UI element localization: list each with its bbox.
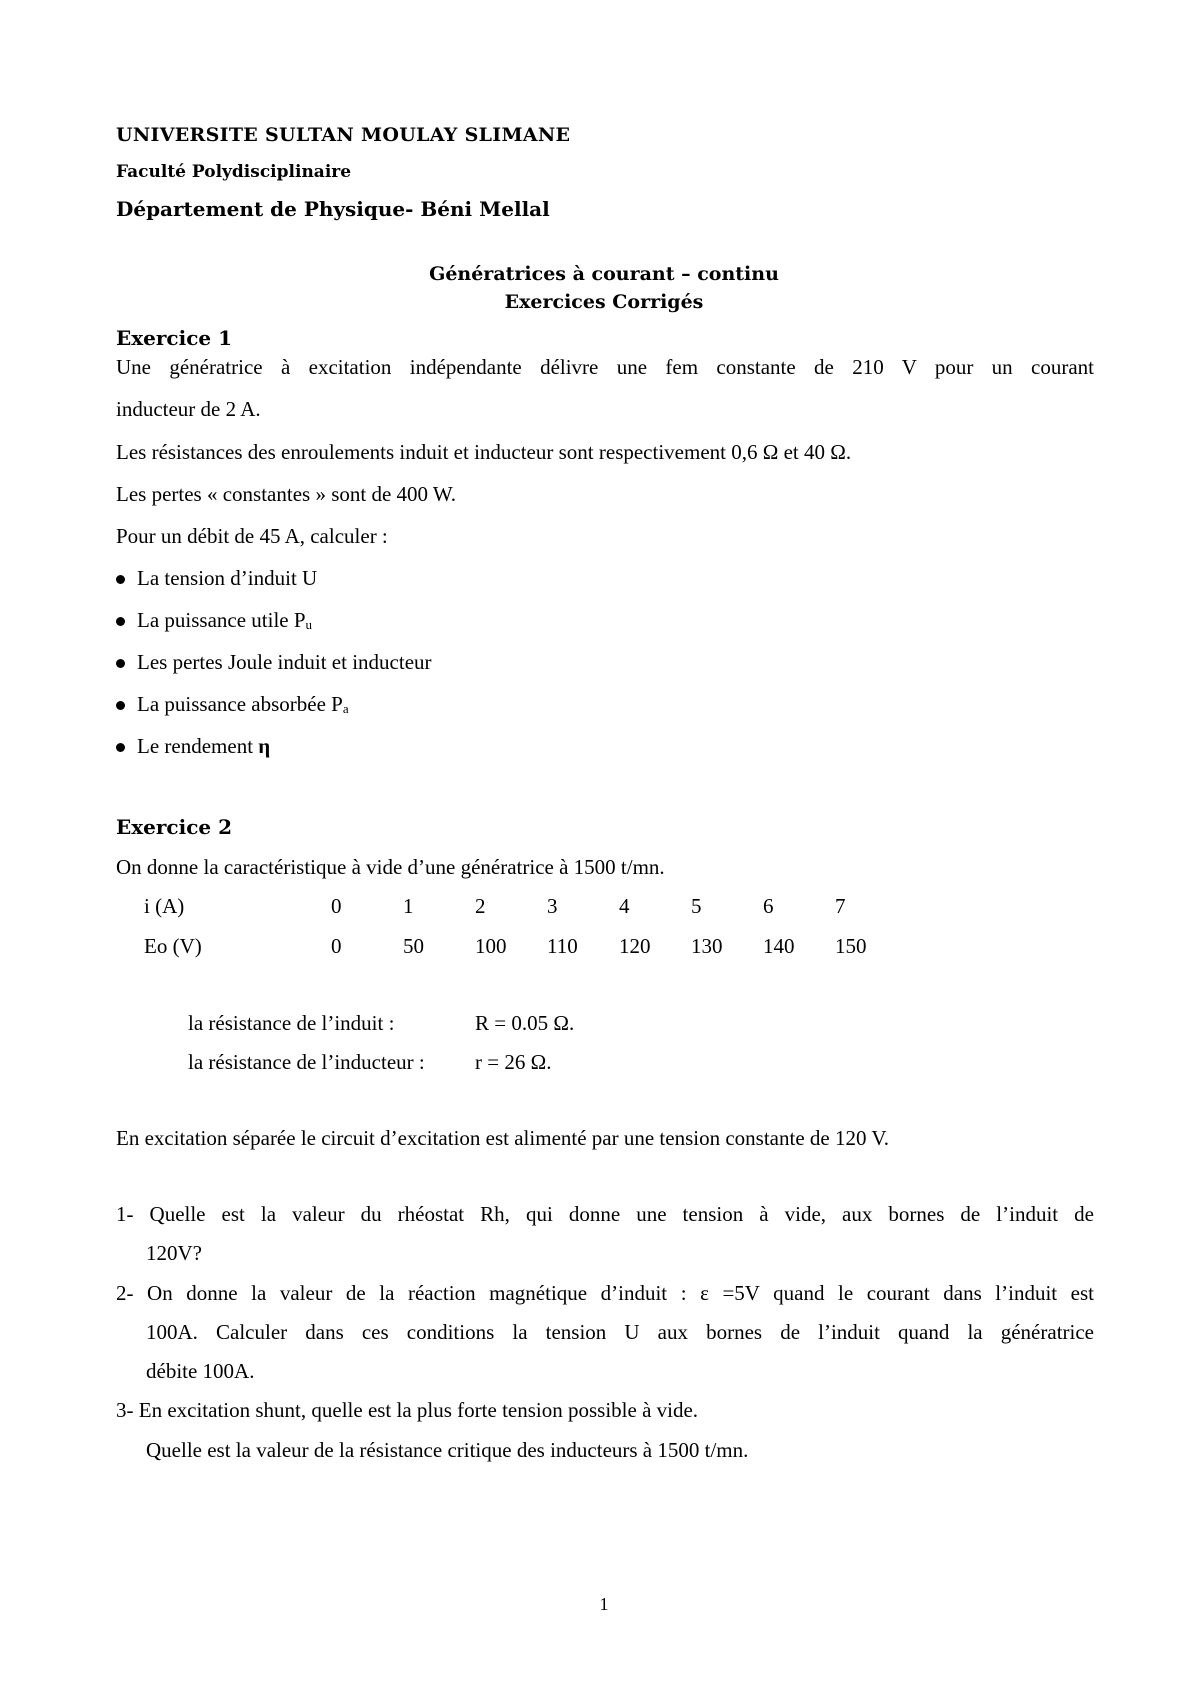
table-cell: 6 (763, 894, 774, 918)
bullet-item: Les pertes Joule induit et inducteur (137, 650, 432, 674)
table-cell: 100 (475, 934, 507, 958)
table-cell: 120 (619, 934, 651, 958)
question-1: 1- Quelle est la valeur du rhéostat Rh, qui donne une tension à vide, aux bornes de l’induit de (116, 1202, 1094, 1226)
res-induit-label: la résistance de l’induit : (188, 1011, 395, 1035)
bullet-dot-icon (116, 701, 125, 710)
table-cell: 3 (547, 894, 558, 918)
table-cell: 5 (691, 894, 702, 918)
department-name: Département de Physique- Béni Mellal (116, 197, 550, 221)
faculty-name: Faculté Polydisciplinaire (116, 162, 352, 182)
question-1-cont: 120V? (146, 1241, 202, 1265)
res-inducteur-label: la résistance de l’inducteur : (188, 1050, 425, 1074)
exercise-1-para-1: Une génératrice à excitation indépendante délivre une fem constante de 210 V pour un courant (116, 355, 1094, 379)
table-cell: 7 (835, 894, 846, 918)
bullet-dot-icon (116, 575, 125, 584)
question-3: 3- En excitation shunt, quelle est la plus forte tension possible à vide. (116, 1398, 699, 1422)
question-2-cont-2: débite 100A. (146, 1359, 255, 1383)
bullet-item: Le rendement η (137, 734, 271, 758)
table-cell: 150 (835, 934, 867, 958)
excitation-text: En excitation séparée le circuit d’excitation est alimenté par une tension constante de 120 V. (116, 1126, 890, 1150)
table-row-1-label: i (A) (144, 894, 185, 918)
table-cell: 110 (547, 934, 578, 958)
table-cell: 4 (619, 894, 630, 918)
exercise-1-heading: Exercice 1 (116, 326, 232, 350)
exercise-1-para-4: Pour un débit de 45 A, calculer : (116, 524, 388, 548)
table-cell: 1 (403, 894, 414, 918)
bullet-item: La tension d’induit U (137, 566, 318, 590)
question-2: 2- On donne la valeur de la réaction magnétique d’induit : ε =5V quand le courant dans l’induit est (116, 1281, 1094, 1305)
table-cell: 140 (763, 934, 795, 958)
table-cell: 0 (331, 934, 342, 958)
res-induit-value: R = 0.05 Ω. (475, 1011, 575, 1035)
res-inducteur-value: r = 26 Ω. (475, 1050, 552, 1074)
exercise-2-intro: On donne la caractéristique à vide d’une génératrice à 1500 t/mn. (116, 855, 665, 879)
question-3-cont: Quelle est la valeur de la résistance critique des inducteurs à 1500 t/mn. (146, 1438, 749, 1462)
exercise-1-para-1-cont: inducteur de 2 A. (116, 397, 261, 421)
document-subtitle: Exercices Corrigés (504, 291, 704, 313)
page-number: 1 (599, 1594, 609, 1614)
exercise-1-para-2: Les résistances des enroulements induit et inducteur sont respectivement 0,6 Ω et 40 Ω. (116, 440, 852, 464)
exercise-1-para-3: Les pertes « constantes » sont de 400 W. (116, 482, 457, 506)
bullet-dot-icon (116, 743, 125, 752)
table-row-2-label: Eo (V) (144, 934, 202, 958)
table-cell: 130 (691, 934, 723, 958)
document-title: Génératrices à courant – continu (429, 263, 779, 285)
bullet-item: La puissance absorbée $P_a$ (137, 692, 349, 716)
bullet-dot-icon (116, 659, 125, 668)
university-name: UNIVERSITE SULTAN MOULAY SLIMANE (116, 124, 571, 146)
table-cell: 2 (475, 894, 486, 918)
question-2-cont: 100A. Calculer dans ces conditions la tension U aux bornes de l’induit quand la génératrice (146, 1320, 1094, 1344)
exercise-2-heading: Exercice 2 (116, 815, 232, 839)
table-cell: 0 (331, 894, 342, 918)
bullet-item: La puissance utile $P_u$ (137, 608, 313, 632)
table-cell: 50 (403, 934, 424, 958)
bullet-dot-icon (116, 617, 125, 626)
